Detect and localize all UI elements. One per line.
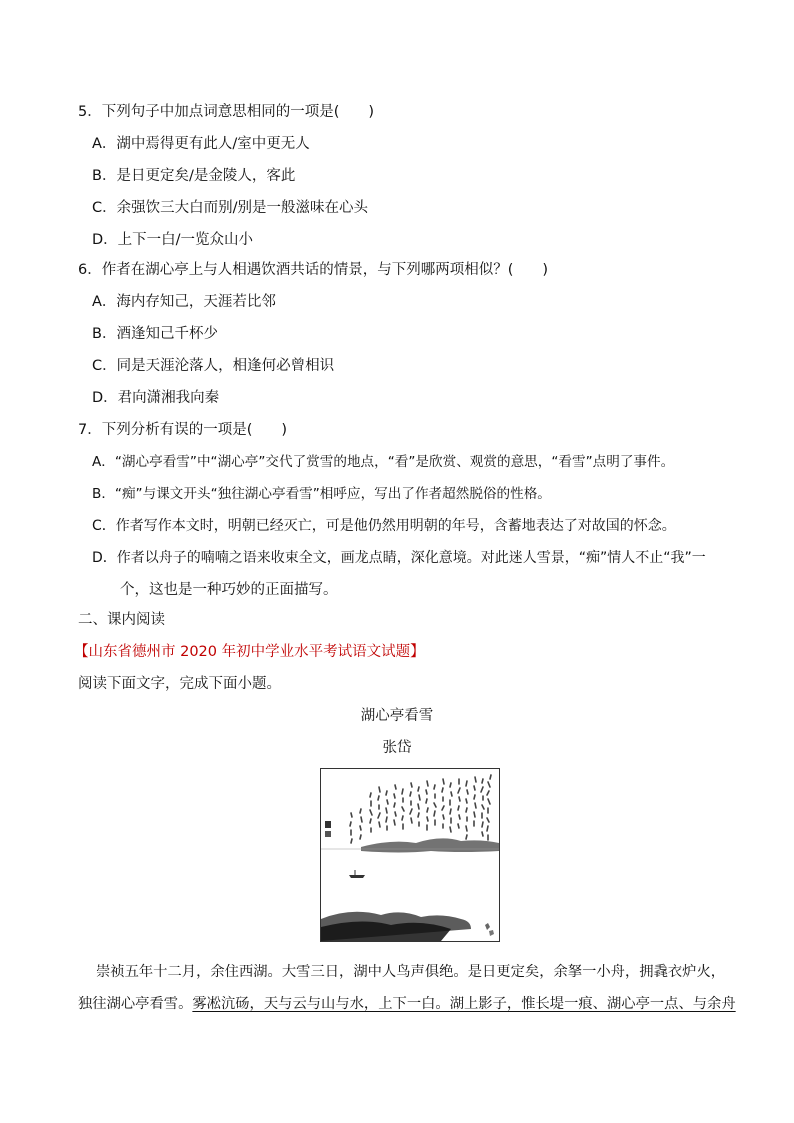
- source-citation: 【山东省德州市 2020 年初中学业水平考试语文试题】: [74, 644, 425, 660]
- passage-line-1: 崇祯五年十二月，余住西湖。大雪三日，湖中人鸟声俱绝。是日更定矣，余拏一小舟，拥毳衣炉火，: [96, 964, 726, 980]
- question-7-option-d-continued: 个，这也是一种巧妙的正面描写。: [120, 582, 338, 598]
- question-5-option-c: C．余强饮三大白而别/别是一般滋味在心头: [92, 200, 369, 216]
- ink-painting-svg: [321, 769, 499, 941]
- ink-painting-illustration: [320, 768, 500, 942]
- question-6-option-a: A．海内存知己，天涯若比邻: [92, 294, 276, 310]
- question-5-option-a: A．湖中焉得更有此人/室中更无人: [92, 136, 310, 152]
- passage-line-2-underlined: 雾凇沆砀，天与云与山与水，上下一白。湖上影子，惟长堤一痕、湖心亭一点、与余舟: [192, 996, 736, 1012]
- passage-title: 湖心亭看雪: [360, 708, 434, 724]
- question-6-option-b: B．酒逢知己千杯少: [92, 326, 218, 342]
- question-6-option-c: C．同是天涯沦落人，相逢何必曾相识: [92, 358, 335, 374]
- question-7-option-c: C．作者写作本文时，明朝已经灭亡，可是他仍然用明朝的年号，含蓄地表达了对故国的怀念。: [92, 518, 676, 534]
- passage-line-2: [78, 994, 736, 1014]
- question-7-option-d: D．作者以舟子的喃喃之语来收束全文，画龙点睛，深化意境。对此迷人雪景，“痴”情人不止“我”一: [92, 550, 706, 566]
- section-heading: 二、课内阅读: [78, 612, 165, 628]
- passage-author: 张岱: [382, 740, 412, 756]
- reading-instruction: 阅读下面文字，完成下面小题。: [78, 676, 281, 692]
- question-7-option-b: B．“痴”与课文开头“独往湖心亭看雪”相呼应，写出了作者超然脱俗的性格。: [92, 486, 551, 502]
- question-6-stem: 6．作者在湖心亭上与人相遇饮酒共话的情景，与下列哪两项相似？( ): [78, 262, 549, 278]
- question-6-option-d: D．君向潇湘我向秦: [92, 390, 220, 406]
- passage-line-2-plain: 独往湖心亭看雪。: [78, 996, 193, 1012]
- question-7-option-a: A．“湖心亭看雪”中“湖心亭”交代了赏雪的地点，“看”是欣赏、观赏的意思，“看雪”点明了事件。: [92, 454, 675, 470]
- question-5-stem: 5．下列句子中加点词意思相同的一项是( ): [78, 104, 375, 120]
- question-7-stem: 7．下列分析有误的一项是( ): [78, 422, 288, 438]
- question-5-option-b: B．是日更定矣/是金陵人，客此: [92, 168, 296, 184]
- question-5-option-d: D．上下一白/一览众山小: [92, 232, 254, 248]
